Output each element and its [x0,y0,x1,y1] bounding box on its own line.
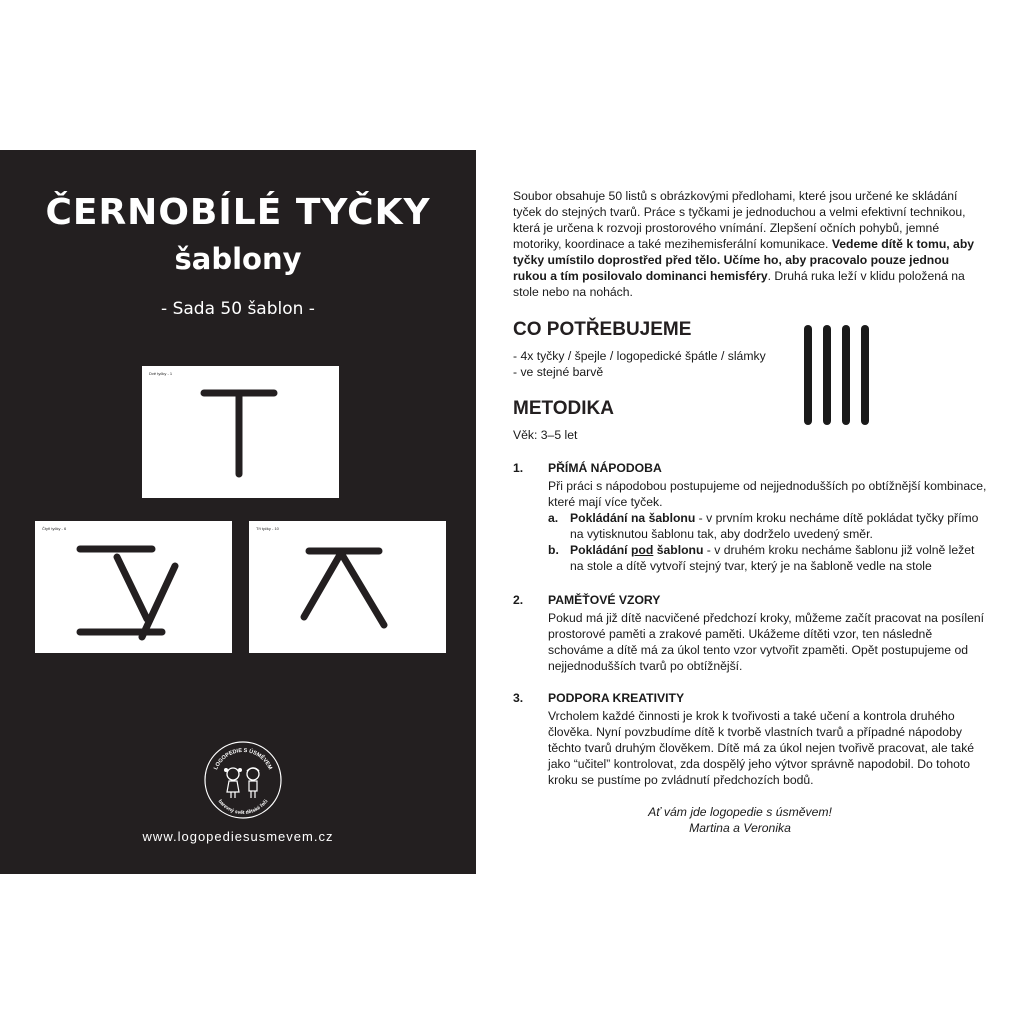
cover-panel [0,150,476,874]
intro-paragraph: Soubor obsahuje 50 listů s obrázkovými předlohami, které jsou určené ke skládání tyček do stejných tvarů. Práce s tyčkami je jednoduchou a velmi efektivní technikou, která je určena k rozvoji prostorového vnímání. Zlepšení očních pohybů, jemné motoriky, koordinace a také mezihemisferální komunikace. Vedeme dítě k tomu, aby tyčky umístilo doprostřed před tělo. Učíme ho, aby pracovalo pouze jednou rukou a tím posilovalo dominanci hemisféry. Druhá ruka leží v klidu položená na stole nebo na nohách. [513,189,975,299]
set-label: - Sada 50 šablon - [161,299,315,319]
needs-heading: CO POTŘEBUJEME [513,319,692,340]
intro-block [513,188,983,300]
item-body [548,478,988,574]
template-card-2 [35,521,232,653]
template-card-1 [142,366,339,498]
item-title: PODPORA KREATIVITY [548,691,685,705]
sub-item-b: b. Pokládání pod šablonu - v druhém kroku necháme šablonu již volně ležet na stole a dítě vytvoří stejný tvar, který je na šabloně vedle na stole [548,543,975,573]
signoff [590,804,890,836]
website-url: www.logopediesusmevem.cz [142,829,334,844]
signoff-line: Ať vám jde logopedie s úsměvem! [648,805,832,819]
item-body: Pokud má již dítě nacvičené předchozí kroky, můžeme začít pracovat na posílení prostorové paměti a zrakové paměti. Ukážeme dítěti vzor, ten následně schováme a dítě má za úkol tento vzor vytvořit zpaměti. Opět postupujeme od nejjednodušších tvarů po obtížnější. [548,611,985,673]
svg-text:LOGOPEDIE S ÚSMĚVEM: LOGOPEDIE S ÚSMĚVEM [213,747,273,771]
four-stick-shape [35,521,232,653]
method-heading: METODIKA [513,398,614,419]
card-label: Čtyři tyčky - 6 [42,526,67,531]
cover-title: ČERNOBÍLÉ TYČKY [45,192,431,233]
item-number: 1. [513,461,524,475]
t-shape-sticks [142,366,339,498]
item-title: PŘÍMÁ NÁPODOBA [548,461,662,475]
age-range: Věk: 3–5 let [513,428,578,442]
needs-item: - 4x tyčky / špejle / logopedické špátle / slámky [513,349,766,363]
signoff-names: Martina a Veronika [689,821,791,835]
item-number: 2. [513,593,524,607]
needs-list [513,348,766,380]
three-stick-shape [249,521,446,653]
cover-subtitle: šablony [174,242,302,276]
card-label: Dvě tyčky - 1 [149,371,173,376]
template-card-3 [249,521,446,653]
item-body: Vrcholem každé činnosti je krok k tvořivosti a také učení a kontrola druhého člověka. Nyní povzbudíme dítě k tvorbě vlastních tvarů a případné nápodoby těchto tvarů druhým člověkem. Dítě má za úkol nejen tvořivě pracovat, ale také jako “učitel” kontrolovat, zda dospělý jeho výtvor správně napodobil. Do tohoto kroku se pustíme po zvládnutí předchozích bodů. [548,709,975,787]
needs-item: - ve stejné barvě [513,365,604,379]
item-text: Při práci s nápodobou postupujeme od nejjednodušších po obtížnější kombinace, které mají více tyček. [548,479,987,509]
item-number: 3. [513,691,524,705]
card-label: Tři tyčky - 10 [256,526,279,531]
sub-item-a: a. Pokládání na šablonu - v prvním kroku necháme dítě pokládat tyčky přímo na vytisknutou šablonu tak, aby dodrželo uvedený směr. [548,511,979,541]
sticks-illustration [800,323,880,427]
item-title: PAMĚŤOVÉ VZORY [548,593,661,607]
svg-text:barevný svět dětské řeči: barevný svět dětské řeči [216,798,270,817]
logo [203,740,283,825]
